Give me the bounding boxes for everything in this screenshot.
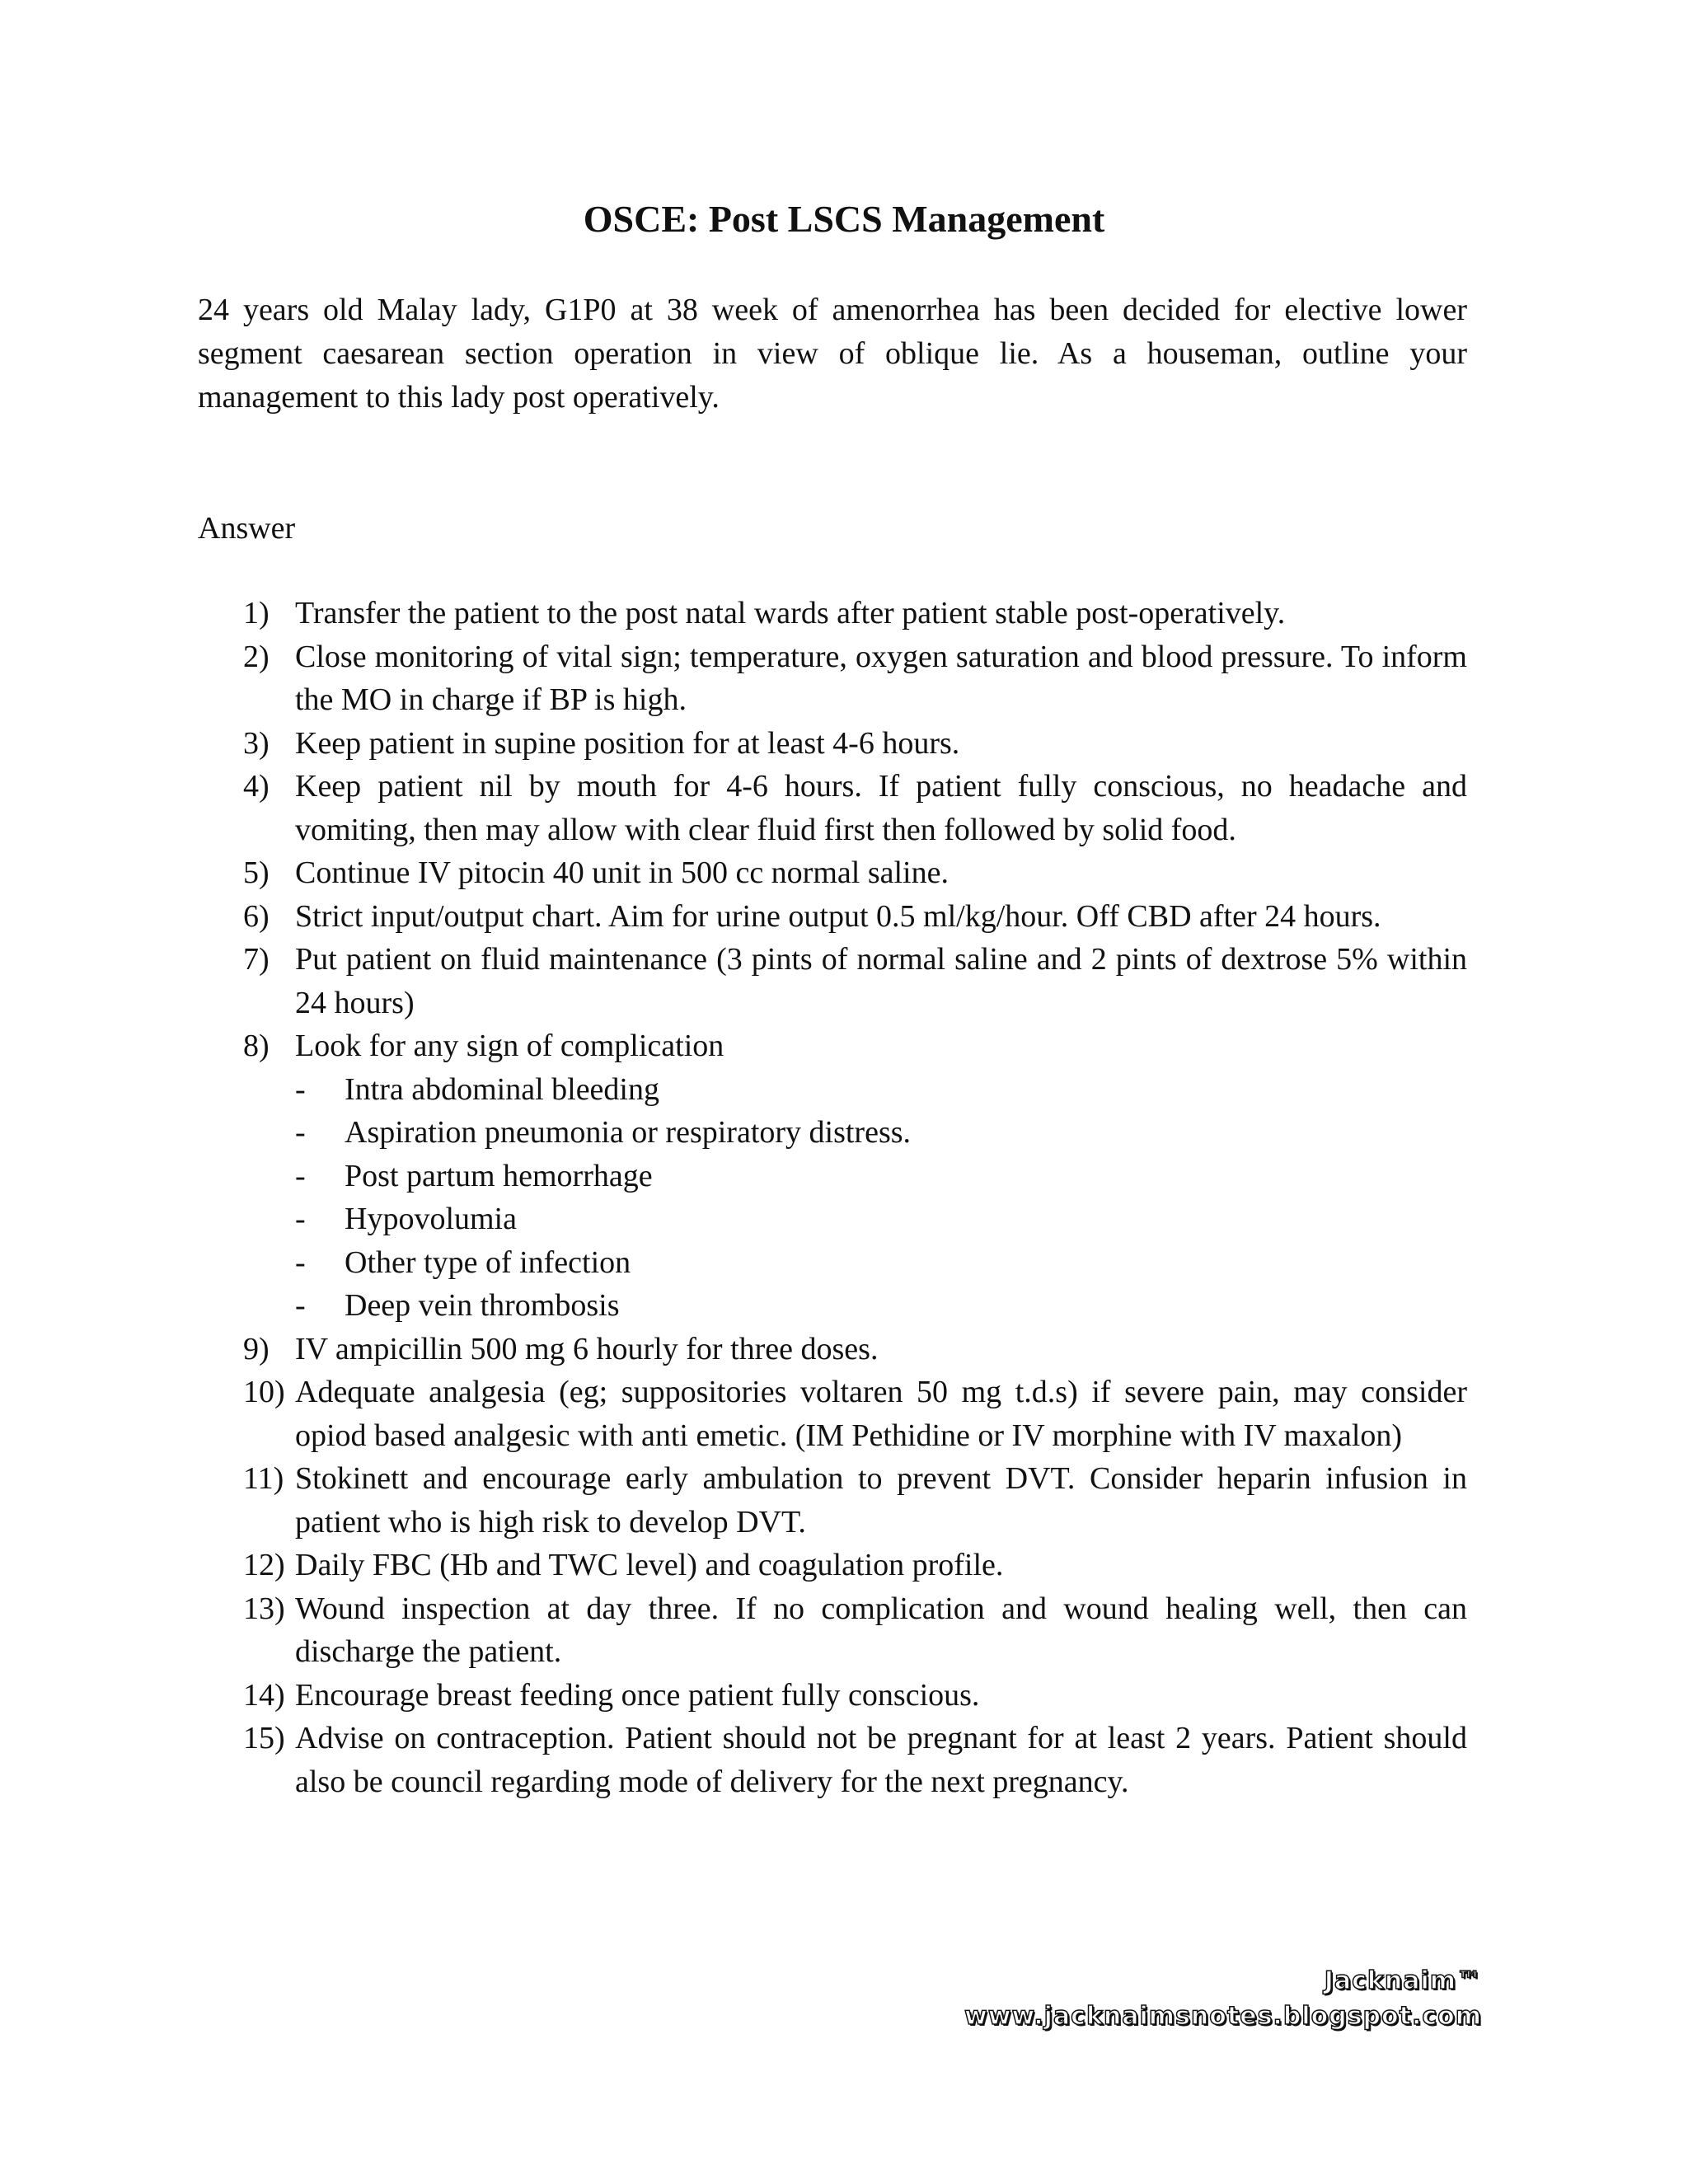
item-text: Encourage breast feeding once patient fully conscious. [295,1677,980,1713]
item-text: Wound inspection at day three. If no complication and wound healing well, then can discharge the patient. [295,1591,1467,1669]
sub-item [295,1068,1467,1112]
item-number: 5) [243,855,270,890]
item-text: Advise on contraception. Patient should not be pregnant for at least 2 years. Patient should also be council regarding mode of delivery for the next pregnancy. [295,1721,1467,1799]
item-number: 4) [243,769,270,804]
item-text: Keep patient nil by mouth for 4-6 hours. If patient fully conscious, no headache and vomiting, then may allow with clear fluid first then followed by solid food. [295,769,1467,847]
item-text: Close monitoring of vital sign; temperature, oxygen saturation and blood pressure. To inform the MO in charge if BP is high. [295,639,1467,717]
complication-list [295,1068,1467,1328]
answer-item [198,1544,1467,1587]
item-number: 1) [243,596,270,630]
sub-item-text: Other type of infection [345,1244,631,1280]
item-text: IV ampicillin 500 mg 6 hourly for three doses. [295,1331,879,1366]
item-number: 13) [243,1591,285,1626]
answer-item [198,1024,1467,1328]
answer-item [198,851,1467,895]
item-number: 11) [243,1461,284,1496]
answer-list [198,592,1467,1803]
item-number: 15) [243,1721,285,1755]
dash-marker: - [295,1202,306,1236]
sub-item [295,1284,1467,1328]
answer-item [198,635,1467,722]
sub-item-text: Hypovolumia [345,1202,517,1236]
item-number: 3) [243,725,270,761]
item-text: Adequate analgesia (eg; suppositories voltaren 50 mg t.d.s) if severe pain, may consider opiod based analgesic with anti emetic. (IM Pethidine or IV morphine with IV maxalon) [295,1375,1467,1453]
item-number: 7) [243,942,270,977]
footer-brand: Jacknaim™ [1324,1966,1482,1995]
answer-item [198,1587,1467,1674]
question-paragraph: 24 years old Malay lady, G1P0 at 38 week of amenorrhea has been decided for elective lower segment caesarean section operation in view of oblique lie. As a houseman, outline your management to this lady post operatively. [198,293,1467,415]
sub-item [295,1111,1467,1155]
dash-marker: - [295,1071,306,1107]
item-text: Keep patient in supine position for at least 4-6 hours. [295,725,960,761]
answer-item [198,592,1467,635]
sub-item [295,1241,1467,1285]
answer-item [198,938,1467,1024]
item-text: Stokinett and encourage early ambulation to prevent DVT. Consider heparin infusion in patient who is high risk to develop DVT. [295,1461,1467,1540]
answer-item [198,1328,1467,1371]
item-text: Look for any sign of complication [295,1029,724,1063]
item-text: Put patient on fluid maintenance (3 pints of normal saline and 2 pints of dextrose 5% within 24 hours) [295,942,1467,1020]
sub-item-text: Aspiration pneumonia or respiratory distress. [345,1115,912,1150]
answer-item [198,765,1467,851]
answer-item [198,895,1467,939]
item-text: Daily FBC (Hb and TWC level) and coagulation profile. [295,1548,1004,1582]
item-text: Continue IV pitocin 40 unit in 500 cc normal saline. [295,855,949,890]
item-text: Strict input/output chart. Aim for urine output 0.5 ml/kg/hour. Off CBD after 24 hours. [295,898,1381,934]
answer-item [198,1371,1467,1457]
item-number: 10) [243,1375,285,1409]
sub-item-text: Deep vein thrombosis [345,1288,620,1323]
sub-item-text: Post partum hemorrhage [345,1158,653,1193]
answer-item [198,1717,1467,1803]
page-title: OSCE: Post LSCS Management [583,198,1105,240]
item-number: 8) [243,1029,270,1063]
item-number: 12) [243,1548,285,1582]
dash-marker: - [295,1288,306,1323]
sub-item [295,1155,1467,1198]
sub-item [295,1197,1467,1241]
item-number: 2) [243,639,270,674]
item-number: 9) [243,1331,270,1366]
item-text: Transfer the patient to the post natal wards after patient stable post-operatively. [295,596,1286,630]
dash-marker: - [295,1115,306,1150]
answer-item [198,1457,1467,1544]
dash-marker: - [295,1158,306,1193]
answer-item [198,722,1467,766]
footer-url-link[interactable]: www.jacknaimsnotes.blogspot.com [964,2002,1482,2031]
item-number: 14) [243,1677,285,1713]
sub-item-text: Intra abdominal bleeding [345,1071,659,1107]
answer-heading: Answer [198,511,296,546]
dash-marker: - [295,1244,306,1280]
item-number: 6) [243,898,270,934]
answer-item [198,1674,1467,1718]
